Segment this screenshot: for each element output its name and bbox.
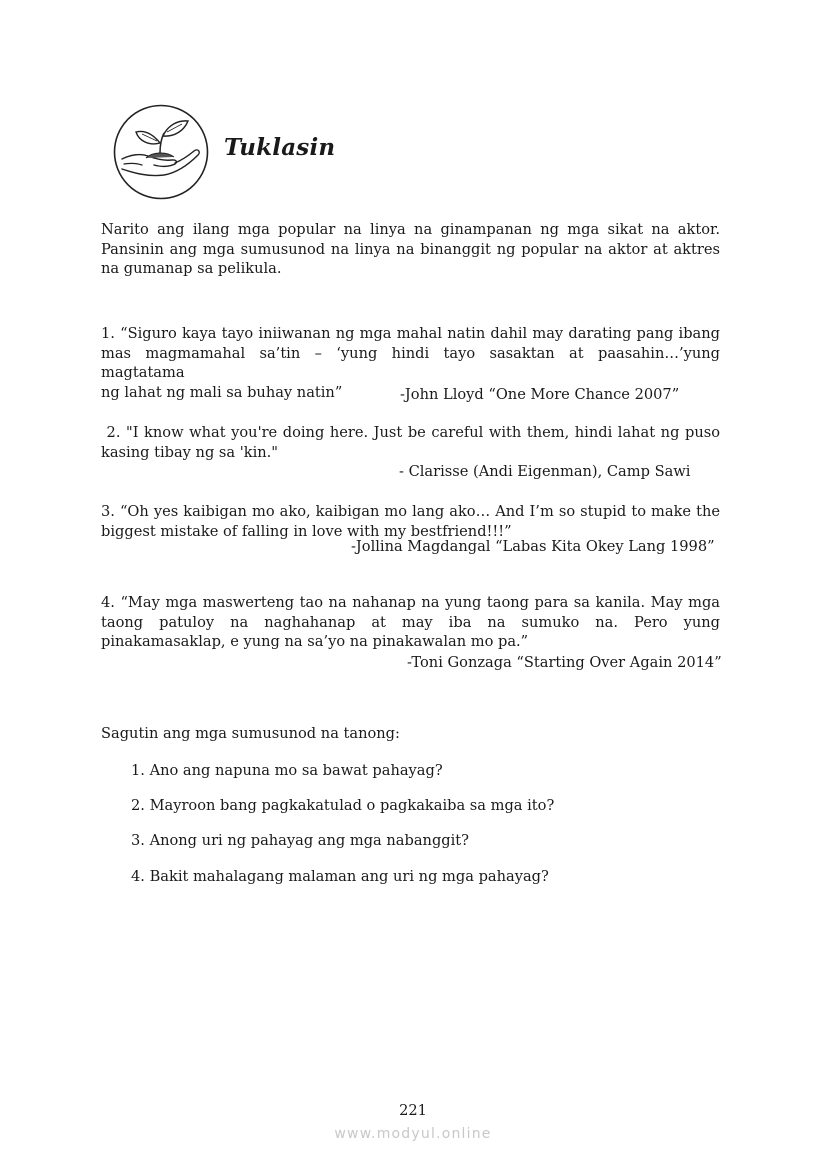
hand-with-sprout-icon: [112, 103, 210, 201]
question-item: 1. Ano ang napuna mo sa bawat pahayag?: [131, 762, 443, 779]
quote-2-attribution: - Clarisse (Andi Eigenman), Camp Sawi: [399, 463, 691, 480]
quote-3-attribution: -Jollina Magdangal “Labas Kita Okey Lang 1998”: [351, 538, 715, 555]
questions-intro: Sagutin ang mga sumusunod na tanong:: [101, 725, 400, 742]
question-item: 3. Anong uri ng pahayag ang mga nabanggit?: [131, 832, 469, 849]
quote-line: 2. "I know what you're doing here. Just be careful with them, hindi lahat ng puso: [101, 424, 720, 441]
watermark: www.modyul.online: [334, 1126, 492, 1142]
quote-line: mas magmamahal sa’tin – ‘yung hindi tayo sasaktan at paasahin…’yung magtatama: [101, 344, 720, 381]
page-number: 221: [399, 1102, 427, 1119]
section-title: Tuklasin: [224, 134, 336, 161]
intro-line: Pansinin ang mga sumusunod na linya na binanggit ng popular na aktor at aktres: [101, 240, 720, 258]
intro-line: na gumanap sa pelikula.: [101, 260, 282, 277]
quote-line: 1. “Siguro kaya tayo iniiwanan ng mga mahal natin dahil may darating pang ibang: [101, 325, 720, 342]
quote-line: taong patuloy na naghahanap at may iba na sumuko na. Pero yung: [101, 613, 720, 631]
quote-line: 3. “Oh yes kaibigan mo ako, kaibigan mo lang ako… And I’m so stupid to make the: [101, 503, 720, 520]
quote-4: [101, 593, 720, 652]
quote-line: kasing tibay ng sa 'kin.": [101, 443, 279, 461]
quote-3: [101, 502, 720, 541]
quote-1-attribution: -John Lloyd “One More Chance 2007”: [400, 386, 680, 403]
quote-2: [101, 423, 720, 462]
question-item: 4. Bakit mahalagang malaman ang uri ng mga pahayag?: [131, 868, 549, 885]
quote-line: 4. “May mga maswerteng tao na nahanap na yung taong para sa kanila. May mga: [101, 594, 720, 611]
question-item: 2. Mayroon bang pagkakatulad o pagkakaiba sa mga ito?: [131, 797, 555, 814]
intro-line: Narito ang ilang mga popular na linya na ginampanan ng mga sikat na aktor.: [101, 221, 720, 238]
quote-line: biggest mistake of falling in love with my bestfriend!!!”: [101, 522, 512, 540]
quote-line: ng lahat ng mali sa buhay natin”: [101, 383, 343, 401]
quote-line: pinakamasaklap, e yung na sa’yo na pinakawalan mo pa.”: [101, 633, 529, 650]
intro-paragraph: [101, 220, 720, 279]
quote-4-attribution: -Toni Gonzaga “Starting Over Again 2014”: [407, 654, 722, 671]
